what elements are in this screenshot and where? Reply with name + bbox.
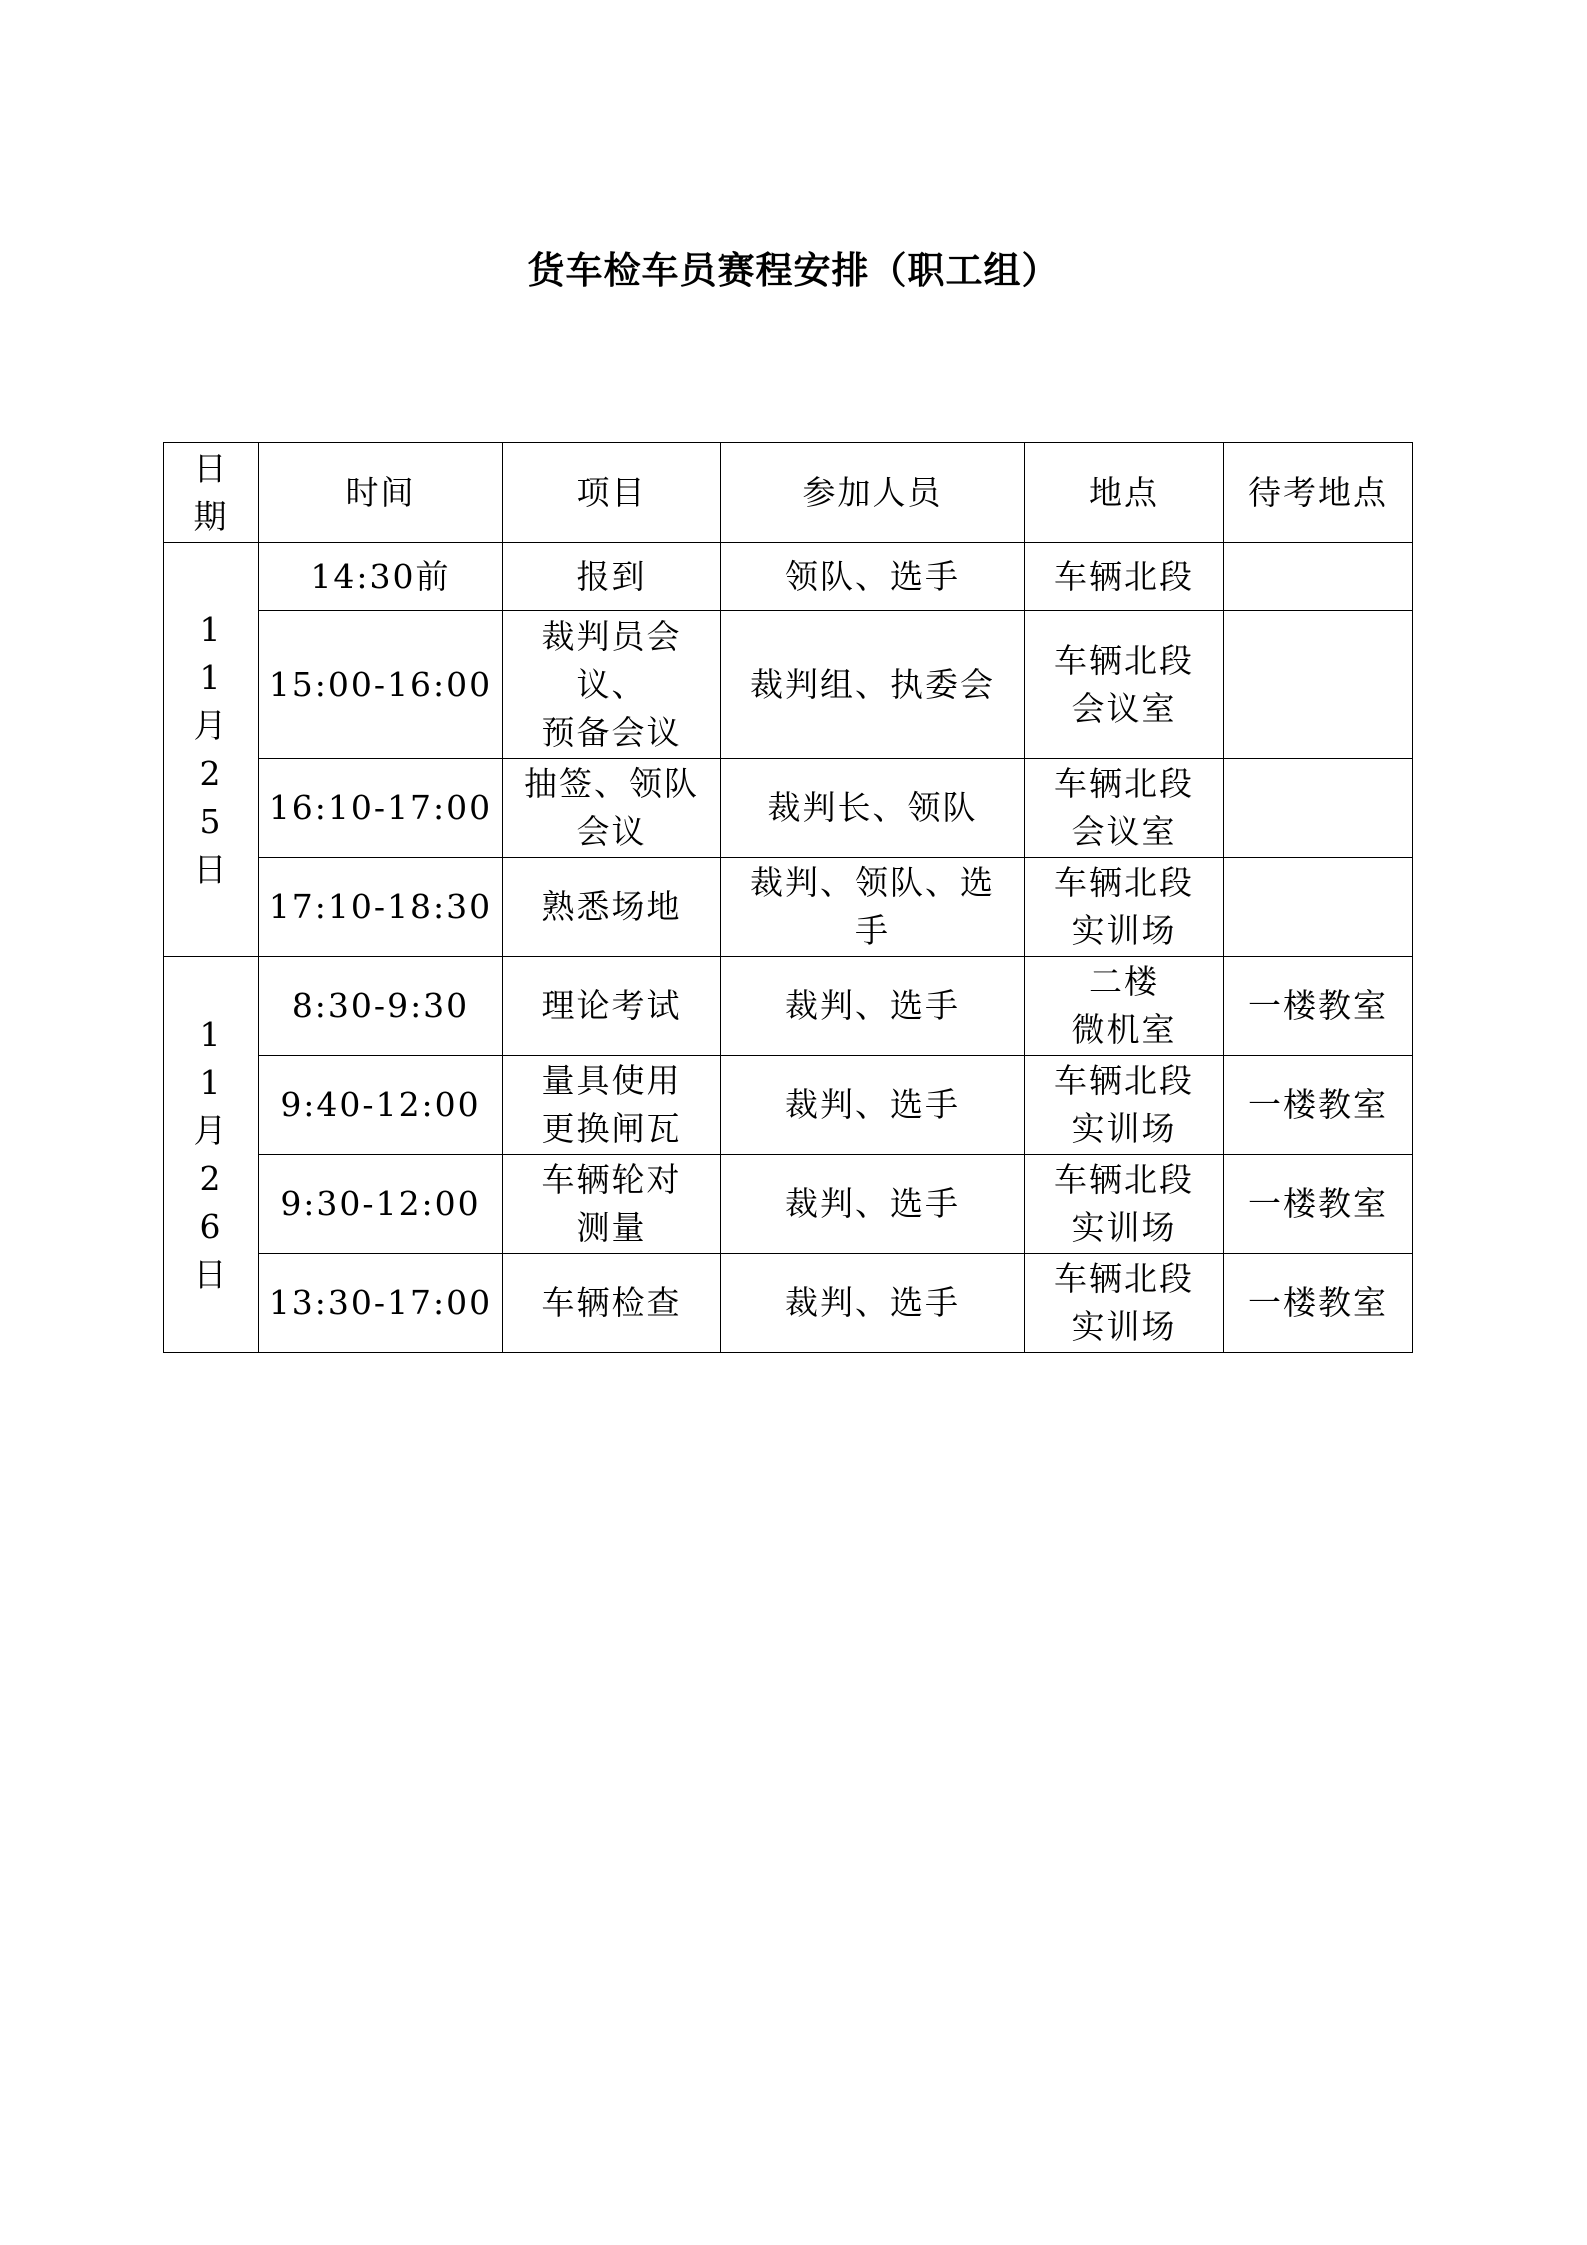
item-cell: 熟悉场地 [503,858,721,957]
date-cell: 11月26日 [164,957,259,1353]
item-cell: 量具使用 更换闸瓦 [503,1056,721,1155]
header-place: 地点 [1025,443,1224,543]
header-people: 参加人员 [721,443,1025,543]
people-cell: 裁判、选手 [721,1056,1025,1155]
header-item: 项目 [503,443,721,543]
wait-cell [1224,858,1413,957]
people-cell: 领队、选手 [721,543,1025,611]
people-cell: 裁判、领队、选 手 [721,858,1025,957]
table-row [164,543,1413,611]
time-cell: 9:30-12:00 [259,1155,503,1254]
time-cell: 14:30前 [259,543,503,611]
people-cell: 裁判、选手 [721,1155,1025,1254]
table-row [164,1155,1413,1254]
header-time: 时间 [259,443,503,543]
place-cell: 车辆北段 会议室 [1025,611,1224,759]
schedule-table [163,442,1413,1353]
time-cell: 17:10-18:30 [259,858,503,957]
table-row [164,1056,1413,1155]
place-cell: 车辆北段 实训场 [1025,1254,1224,1353]
table-row [164,1254,1413,1353]
header-date: 日期 [164,443,259,543]
table-header-row [164,443,1413,543]
wait-cell [1224,611,1413,759]
time-cell: 8:30-9:30 [259,957,503,1056]
time-cell: 16:10-17:00 [259,759,503,858]
place-cell: 二楼 微机室 [1025,957,1224,1056]
time-cell: 9:40-12:00 [259,1056,503,1155]
wait-cell: 一楼教室 [1224,1155,1413,1254]
time-cell: 13:30-17:00 [259,1254,503,1353]
wait-cell [1224,759,1413,858]
people-cell: 裁判组、执委会 [721,611,1025,759]
item-cell: 裁判员会议、 预备会议 [503,611,721,759]
page-title: 货车检车员赛程安排（职工组） [527,249,1060,292]
table-row [164,957,1413,1056]
people-cell: 裁判、选手 [721,957,1025,1056]
item-cell: 理论考试 [503,957,721,1056]
wait-cell: 一楼教室 [1224,1056,1413,1155]
place-cell: 车辆北段 [1025,543,1224,611]
wait-cell [1224,543,1413,611]
place-cell: 车辆北段 会议室 [1025,759,1224,858]
time-cell: 15:00-16:00 [259,611,503,759]
item-cell: 报到 [503,543,721,611]
item-cell: 车辆轮对 测量 [503,1155,721,1254]
header-wait: 待考地点 [1224,443,1413,543]
table-row [164,858,1413,957]
table-row [164,759,1413,858]
wait-cell: 一楼教室 [1224,1254,1413,1353]
item-cell: 抽签、领队 会议 [503,759,721,858]
people-cell: 裁判、选手 [721,1254,1025,1353]
people-cell: 裁判长、领队 [721,759,1025,858]
place-cell: 车辆北段 实训场 [1025,1056,1224,1155]
table-row [164,611,1413,759]
place-cell: 车辆北段 实训场 [1025,1155,1224,1254]
place-cell: 车辆北段 实训场 [1025,858,1224,957]
date-cell: 11月25日 [164,543,259,957]
item-cell: 车辆检查 [503,1254,721,1353]
wait-cell: 一楼教室 [1224,957,1413,1056]
